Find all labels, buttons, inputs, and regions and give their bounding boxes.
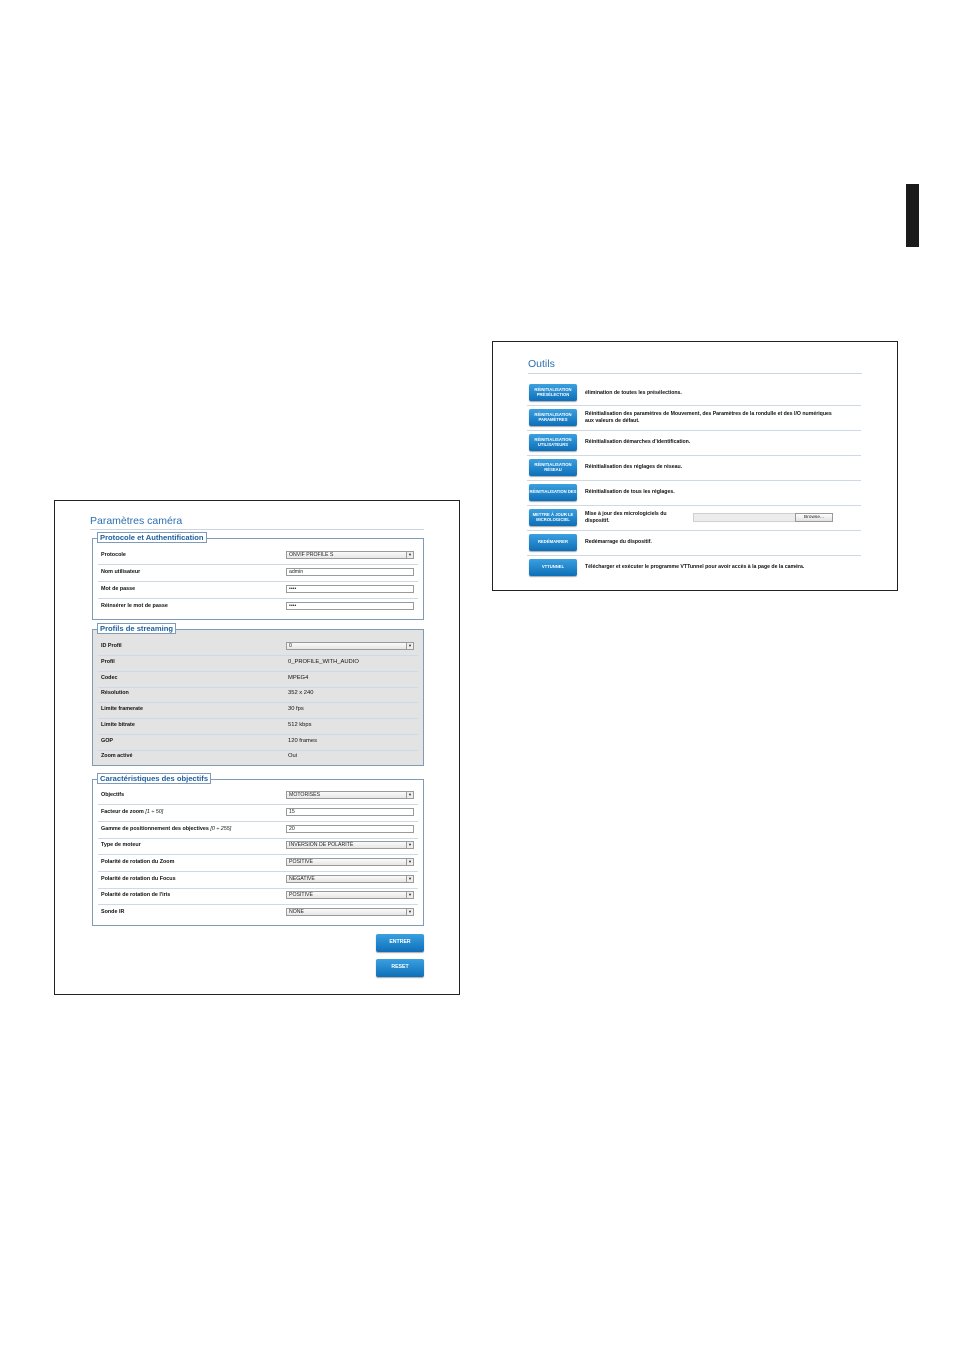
chevron-down-icon: ▾ bbox=[406, 876, 413, 882]
reset-parameters-desc: Réinitialisation des paramètres de Mouvement, des Paramètres de la rondulle et des I/O numériques aux valeurs de défaut. bbox=[585, 411, 832, 424]
lens-type-row bbox=[98, 788, 418, 805]
bitrate-row bbox=[98, 718, 418, 735]
page-side-tab bbox=[906, 184, 919, 247]
tools-panel bbox=[492, 341, 898, 591]
streaming-profiles-legend: Profils de streaming bbox=[97, 623, 176, 634]
password-input[interactable]: •••• bbox=[286, 585, 414, 593]
username-input[interactable]: admin bbox=[286, 568, 414, 576]
positioning-range-label: Gamme de positionnement des objectives [0 ÷ 255] bbox=[101, 826, 232, 832]
motor-type-row bbox=[98, 838, 418, 855]
profile-label: Profil bbox=[101, 659, 115, 665]
tool-row-reset-all bbox=[527, 480, 861, 506]
iris-polarity-row bbox=[98, 888, 418, 905]
tool-row-reset-presets bbox=[527, 380, 861, 406]
gop-label: GOP bbox=[101, 738, 113, 744]
chevron-down-icon: ▾ bbox=[406, 859, 413, 865]
reset-parameters-button[interactable]: RÉINITIALISATION PARAMÈTRES bbox=[529, 409, 577, 426]
reset-network-button[interactable]: RÉINITIALISATION RÉSEAU bbox=[529, 459, 577, 476]
reset-all-button[interactable]: RÉINITIALISATION DES bbox=[529, 484, 577, 501]
positioning-range-hint: [0 ÷ 255] bbox=[210, 826, 232, 832]
lens-characteristics-legend: Caractéristiques des objectifs bbox=[97, 773, 211, 784]
resolution-value: 352 x 240 bbox=[288, 690, 314, 696]
tool-row-reboot bbox=[527, 530, 861, 556]
tools-panel-title: Outils bbox=[528, 358, 555, 370]
reboot-button[interactable]: REDÉMARRER bbox=[529, 534, 577, 551]
zoom-polarity-label: Polarité de rotation du Zoom bbox=[101, 859, 175, 865]
bitrate-label: Limite bitrate bbox=[101, 722, 135, 728]
reset-users-button[interactable]: RÉINITIALISATION UTILISATEURS bbox=[529, 434, 577, 451]
password-confirm-label: Réinsérer le mot de passe bbox=[101, 603, 168, 609]
lens-type-label: Objectifs bbox=[101, 792, 125, 798]
protocol-auth-legend: Protocole et Authentification bbox=[97, 532, 207, 543]
firmware-update-desc: Mise à jour des micrologiciels du dispositif. bbox=[585, 511, 667, 524]
zoom-polarity-select[interactable]: POSITIVE ▾ bbox=[286, 858, 414, 866]
focus-polarity-select[interactable]: NEGATIVE ▾ bbox=[286, 875, 414, 883]
zoom-polarity-row bbox=[98, 855, 418, 872]
ir-sensor-select[interactable]: NONE ▾ bbox=[286, 908, 414, 916]
tool-row-reset-users bbox=[527, 430, 861, 456]
lens-type-select[interactable]: MOTORISÉS ▾ bbox=[286, 791, 414, 799]
reboot-desc: Redémarrage du dispositif. bbox=[585, 539, 652, 545]
reset-network-desc: Réinitialisation des réglages de réseau. bbox=[585, 464, 683, 470]
username-row bbox=[98, 565, 418, 582]
camera-panel-title: Paramètres caméra bbox=[90, 515, 183, 527]
positioning-range-row bbox=[98, 822, 418, 839]
password-row bbox=[98, 582, 418, 599]
framerate-row bbox=[98, 702, 418, 719]
chevron-down-icon: ▾ bbox=[406, 892, 413, 898]
reset-users-desc: Réinitialisation démarches d'identification. bbox=[585, 439, 691, 445]
zoom-factor-input[interactable]: 15 bbox=[286, 808, 414, 816]
profile-row bbox=[98, 655, 418, 672]
protocol-auth-group bbox=[92, 533, 424, 620]
motor-type-select[interactable]: INVERSION DE POLARITÉ ▾ bbox=[286, 841, 414, 849]
reset-presets-button[interactable]: RÉINITIALISATION PRÉSÉLECTION bbox=[529, 384, 577, 401]
chevron-down-icon: ▾ bbox=[406, 909, 413, 915]
reset-all-desc: Réinitialisation de tous les réglages. bbox=[585, 489, 675, 495]
iris-polarity-label: Polarité de rotation de l'iris bbox=[101, 892, 171, 898]
firmware-update-button[interactable]: METTRE À JOUR LE MICROLOGICIEL bbox=[529, 509, 577, 526]
chevron-down-icon: ▾ bbox=[406, 842, 413, 848]
focus-polarity-row bbox=[98, 872, 418, 889]
zoom-factor-hint: [1 ÷ 50] bbox=[145, 809, 164, 815]
codec-label: Codec bbox=[101, 675, 118, 681]
framerate-value: 30 fps bbox=[288, 706, 304, 712]
codec-value: MPEG4 bbox=[288, 675, 309, 681]
reset-presets-desc: élimination de toutes les présélections. bbox=[585, 390, 682, 396]
zoom-enabled-value: Oui bbox=[288, 753, 298, 759]
tool-row-vttunnel bbox=[527, 555, 861, 580]
focus-polarity-label: Polarité de rotation du Focus bbox=[101, 876, 176, 882]
zoom-factor-label: Facteur de zoom [1 ÷ 50] bbox=[101, 809, 164, 815]
lens-characteristics-group bbox=[92, 774, 424, 926]
vttunnel-button[interactable]: VTTUNNEL bbox=[529, 559, 577, 576]
positioning-range-input[interactable]: 20 bbox=[286, 825, 414, 833]
chevron-down-icon: ▾ bbox=[406, 643, 413, 649]
vttunnel-desc: Télécharger et exécuter le programme VTTunnel pour avoir accès à la page de la caméra. bbox=[585, 564, 805, 570]
enter-button[interactable]: ENTRER bbox=[376, 934, 424, 952]
profile-id-row bbox=[98, 639, 418, 656]
protocol-row bbox=[98, 548, 418, 565]
chevron-down-icon: ▾ bbox=[406, 792, 413, 798]
streaming-profiles-group bbox=[92, 624, 424, 766]
zoom-factor-row bbox=[98, 805, 418, 822]
resolution-label: Résolution bbox=[101, 690, 129, 696]
framerate-label: Limite framerate bbox=[101, 706, 143, 712]
password-confirm-input[interactable]: •••• bbox=[286, 602, 414, 610]
profile-id-label: ID Profil bbox=[101, 643, 122, 649]
profile-id-select[interactable]: 0 ▾ bbox=[286, 642, 414, 650]
motor-type-label: Type de moteur bbox=[101, 842, 141, 848]
title-divider bbox=[90, 529, 424, 530]
browse-button[interactable]: Browse... bbox=[795, 513, 833, 522]
profile-value: 0_PROFILE_WITH_AUDIO bbox=[288, 659, 359, 665]
tool-row-firmware-update bbox=[527, 505, 861, 531]
gop-value: 120 frames bbox=[288, 738, 317, 744]
username-label: Nom utilisateur bbox=[101, 569, 141, 575]
tool-row-reset-network bbox=[527, 455, 861, 481]
camera-parameters-panel bbox=[54, 500, 460, 995]
password-confirm-row bbox=[98, 599, 418, 615]
protocol-select[interactable]: ONVIF PROFILE S ▾ bbox=[286, 551, 414, 559]
iris-polarity-select[interactable]: POSITIVE ▾ bbox=[286, 891, 414, 899]
chevron-down-icon: ▾ bbox=[406, 552, 413, 558]
resolution-row bbox=[98, 686, 418, 703]
zoom-enabled-label: Zoom activé bbox=[101, 753, 133, 759]
bitrate-value: 512 kbps bbox=[288, 722, 312, 728]
ir-sensor-label: Sonde IR bbox=[101, 909, 125, 915]
ir-sensor-row bbox=[98, 905, 418, 921]
tools-title-divider bbox=[528, 373, 862, 374]
tool-row-reset-parameters bbox=[527, 405, 861, 431]
protocol-label: Protocole bbox=[101, 552, 126, 558]
zoom-enabled-row bbox=[98, 749, 418, 765]
password-label: Mot de passe bbox=[101, 586, 136, 592]
reset-button[interactable]: RESET bbox=[376, 959, 424, 977]
